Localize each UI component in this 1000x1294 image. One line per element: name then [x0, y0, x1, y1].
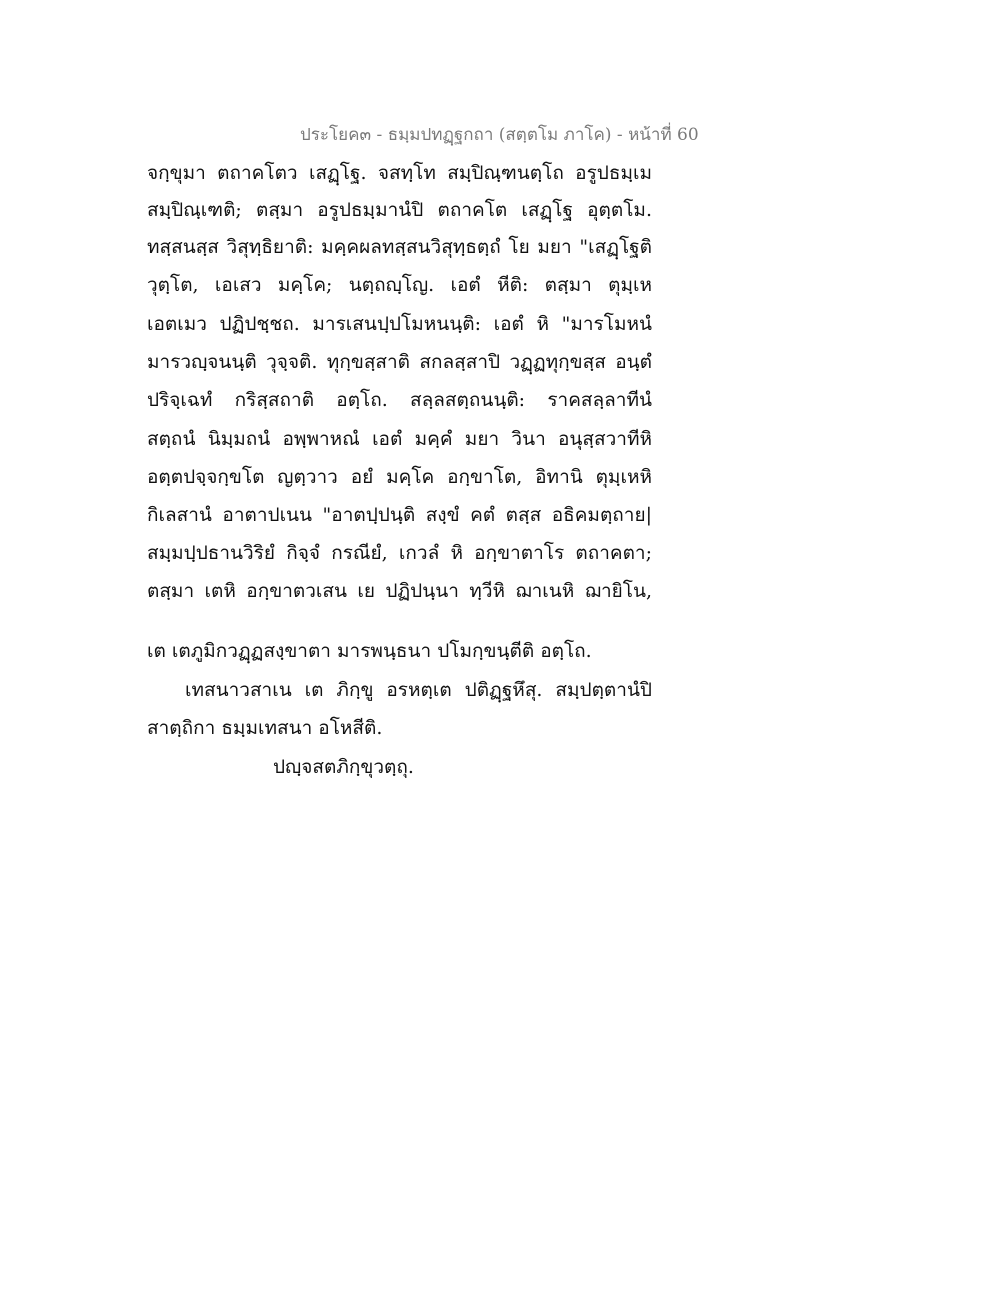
- body-line-7: ปริจฺเฉทํ กริสฺสถาติ อตฺโถ. สลฺลสตฺถนนฺติ: ราคสลฺลาทีนํ: [147, 389, 652, 411]
- body-line-1: จกฺขุมา ตถาคโตว เสฏฺโฐ. จสทฺโท สมฺปิณฺฑนตฺโถ อรูปธมฺเม: [147, 162, 652, 184]
- body-line-3: ทสฺสนสฺส วิสุทฺธิยาติ: มคฺคผลทสฺสนวิสุทฺธตฺถํ โย มยา "เสฏฺโฐติ: [147, 236, 652, 258]
- body-line-10: กิเลสานํ อาตาปเนน "อาตปฺปนฺติ สงฺขํ คตํ ตสฺส อธิคมตฺถาย|: [147, 504, 652, 526]
- running-header: ประโยค๓ - ธมฺมปทฏฺฐกถา (สตฺตโม ภาโค) - หน้าที่ 60: [300, 125, 699, 145]
- body-line-13: เต เตภูมิกวฏฺฏสงฺขาตา มารพนฺธนา ปโมกฺขนฺตีติ อตฺโถ.: [147, 640, 592, 662]
- paragraph-start-line: เทสนาวสาเน เต ภิกฺขู อรหตฺเต ปติฏฺฐหึสุ. สมฺปตฺตานํปิ: [185, 679, 652, 701]
- body-line-5: เอตเมว ปฏิปชฺชถ. มารเสนปฺปโมหนนฺติ: เอตํ หิ "มารโมหนํ: [147, 313, 652, 335]
- body-line-11: สมฺมปฺปธานวิริยํ กิจฺจํ กรณียํ, เกวลํ หิ อกฺขาตาโร ตถาคตา;: [147, 542, 652, 564]
- body-line-9: อตฺตปจฺจกฺขโต ญตฺวาว อยํ มคฺโค อกฺขาโต, อิทานิ ตุมฺเหหิ: [147, 466, 652, 488]
- body-line-2: สมฺปิณฺเฑติ; ตสฺมา อรูปธมฺมานํปิ ตถาคโต เสฏฺโฐ อุตฺตโม.: [147, 199, 652, 221]
- body-line-12: ตสฺมา เตหิ อกฺขาตวเสน เย ปฏิปนฺนา ทฺวีหิ ฌาเนหิ ฌายิโน,: [147, 580, 652, 602]
- body-line-8: สตฺถนํ นิมฺมถนํ อพฺพาหณํ เอตํ มคฺคํ มยา วินา อนุสฺสวาทีหิ: [147, 428, 652, 450]
- body-line-6: มารวญฺจนนฺติ วุจฺจติ. ทุกฺขสฺสาติ สกลสฺสาปิ วฏฺฏทุกฺขสฺส อนฺตํ: [147, 351, 652, 373]
- closing-heading: ปญฺจสตภิกฺขุวตฺถุ.: [273, 756, 414, 778]
- paragraph-end-line: สาตฺถิกา ธมฺมเทสนา อโหสีติ.: [147, 717, 383, 739]
- body-line-4: วุตฺโต, เอเสว มคฺโค; นตฺถญฺโญ. เอตํ หีติ: ตสฺมา ตุมฺเห: [147, 274, 652, 296]
